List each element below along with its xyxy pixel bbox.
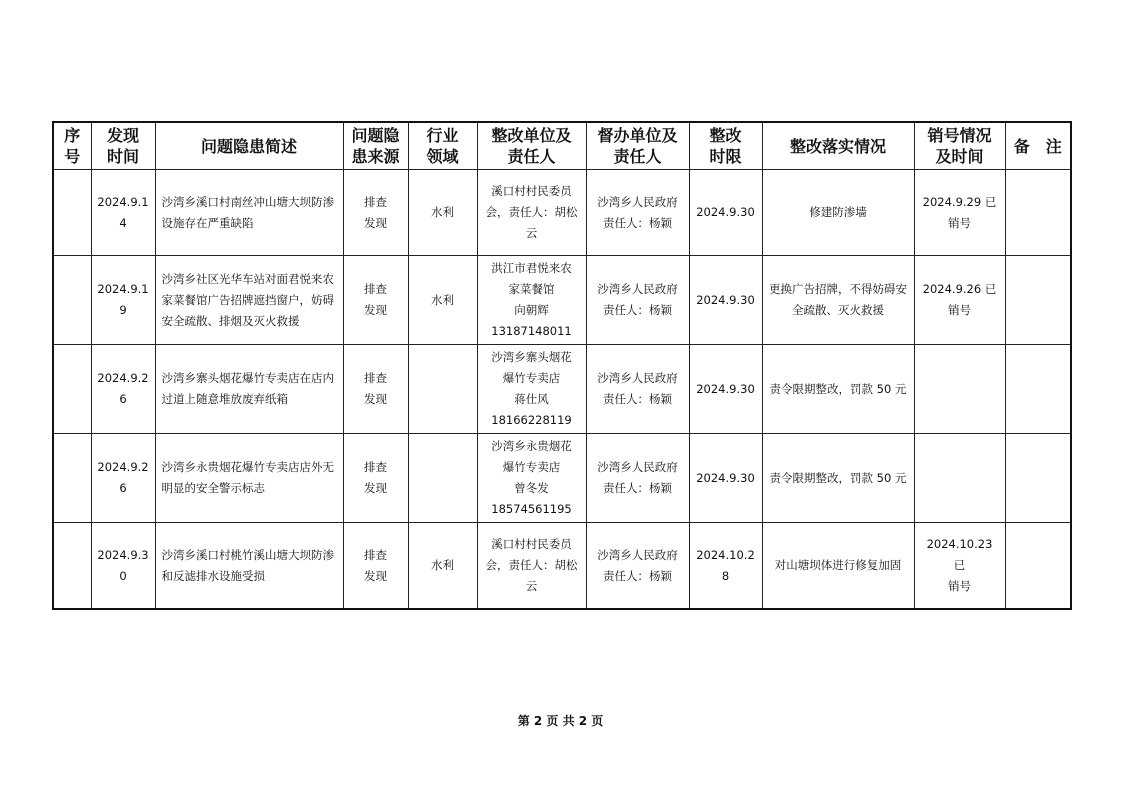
cell-desc: 沙湾乡溪口村南丝冲山塘大坝防渗设施存在严重缺陷	[155, 170, 343, 256]
cell-line: 沙湾乡人民政府	[597, 547, 678, 562]
cell-line: 2024.9.30	[696, 381, 755, 396]
cell-line: 蒋仕风	[514, 392, 549, 406]
cell-deadline	[689, 434, 762, 523]
cell-closed	[914, 256, 1005, 345]
cell-deadline	[689, 345, 762, 434]
cell-domain	[408, 345, 477, 434]
column-header-found	[91, 122, 155, 170]
cell-line: 9	[119, 303, 127, 317]
cell-status: 责令限期整改，罚款 50 元	[762, 434, 914, 523]
cell-line: 销号	[948, 579, 971, 593]
cell-line: 沙湾乡人民政府	[597, 460, 678, 474]
hazard-table-container	[52, 121, 1070, 610]
cell-line: 家菜餐馆	[508, 282, 555, 296]
cell-seq	[53, 256, 91, 345]
cell-line: 2024.10.2	[696, 547, 755, 562]
cell-line: 2024.9.30	[696, 470, 755, 485]
column-header-line: 责任人	[613, 147, 662, 166]
column-header-line: 整改单位及	[491, 126, 572, 145]
cell-source	[343, 434, 408, 523]
cell-desc: 沙湾乡社区光华车站对面君悦来农家菜餐馆广告招牌遮挡窗户，妨碍安全疏散、排烟及灭火救援	[155, 256, 343, 345]
cell-line: 2024.9.1	[97, 194, 149, 209]
cell-found	[91, 170, 155, 256]
cell-closed	[914, 434, 1005, 523]
column-header-line: 问题隐患简述	[200, 136, 297, 156]
cell-line: 2024.9.2	[97, 460, 149, 474]
cell-line: 溪口村村民委员	[491, 537, 572, 551]
table-row	[53, 256, 1071, 345]
column-header-line: 整改落实情况	[789, 136, 886, 156]
cell-seq	[53, 345, 91, 434]
cell-found	[91, 523, 155, 610]
cell-line: 2024.10.23 已	[926, 537, 993, 572]
column-header-closed	[914, 122, 1005, 170]
column-header-source	[343, 122, 408, 170]
cell-closed	[914, 523, 1005, 610]
cell-line: 18166228119	[491, 413, 572, 427]
cell-line: 排查	[364, 371, 387, 385]
cell-line: 责任人：杨颖	[603, 215, 672, 230]
cell-line: 排查	[364, 460, 387, 474]
cell-line: 2024.9.1	[97, 282, 149, 296]
cell-line: 6	[119, 481, 127, 495]
cell-desc: 沙湾乡溪口村桃竹溪山塘大坝防渗和反滤排水设施受损	[155, 523, 343, 610]
cell-line: 发现	[364, 481, 387, 495]
column-header-domain	[408, 122, 477, 170]
cell-line: 发现	[364, 392, 387, 406]
cell-line: 沙湾乡人民政府	[597, 282, 678, 296]
cell-closed	[914, 345, 1005, 434]
cell-line: 排查	[364, 282, 387, 296]
column-header-line: 责任人	[507, 147, 556, 166]
cell-closed	[914, 170, 1005, 256]
cell-domain: 水利	[408, 523, 477, 610]
column-header-deadline	[689, 122, 762, 170]
cell-source	[343, 523, 408, 610]
cell-status: 责令限期整改，罚款 50 元	[762, 345, 914, 434]
cell-line: 爆竹专卖店	[502, 371, 561, 385]
cell-deadline	[689, 523, 762, 610]
column-header-line: 患来源	[351, 147, 400, 166]
column-header-supervisor	[586, 122, 689, 170]
cell-supervisor	[586, 256, 689, 345]
cell-found	[91, 434, 155, 523]
cell-deadline	[689, 170, 762, 256]
cell-line: 排查	[364, 547, 387, 562]
column-header-line: 行业	[426, 126, 459, 145]
cell-desc: 沙湾乡永贵烟花爆竹专卖店店外无明显的安全警示标志	[155, 434, 343, 523]
cell-line: 2024.9.26 已	[922, 282, 997, 296]
cell-line: 8	[721, 568, 730, 583]
cell-line: 排查	[364, 194, 387, 209]
cell-unit	[477, 434, 586, 523]
cell-line: 18574561195	[491, 502, 572, 516]
column-header-line: 销号情况	[927, 126, 992, 145]
column-header-line: 问题隐	[351, 126, 400, 145]
cell-line: 云	[525, 579, 538, 593]
table-row	[53, 434, 1071, 523]
cell-line: 发现	[364, 303, 387, 317]
cell-unit	[477, 523, 586, 610]
column-header-line: 发现	[106, 126, 139, 145]
cell-supervisor	[586, 170, 689, 256]
table-row	[53, 170, 1071, 256]
cell-line: 沙湾乡人民政府	[597, 371, 678, 385]
cell-line: 发现	[364, 215, 387, 230]
cell-line: 6	[119, 392, 127, 406]
cell-line: 4	[119, 215, 127, 230]
cell-line: 2024.9.2	[97, 371, 149, 385]
cell-status: 修建防渗墙	[762, 170, 914, 256]
column-header-status	[762, 122, 914, 170]
cell-seq	[53, 170, 91, 256]
cell-unit	[477, 170, 586, 256]
cell-seq	[53, 523, 91, 610]
cell-line: 洪江市君悦来农	[491, 261, 572, 275]
column-header-desc	[155, 122, 343, 170]
column-header-line: 督办单位及	[597, 126, 678, 145]
column-header-line: 备 注	[1013, 136, 1062, 156]
cell-source	[343, 345, 408, 434]
cell-line: 曾冬发	[514, 481, 549, 495]
cell-line: 会，责任人：胡松	[485, 558, 578, 572]
cell-line: 会，责任人：胡松	[485, 205, 578, 219]
cell-line: 2024.9.29 已	[922, 194, 997, 209]
cell-line: 溪口村村民委员	[491, 184, 572, 198]
table-row	[53, 345, 1071, 434]
cell-domain	[408, 434, 477, 523]
cell-line: 沙湾乡寨头烟花	[491, 350, 572, 364]
cell-unit	[477, 256, 586, 345]
cell-line: 云	[525, 226, 538, 240]
cell-line: 销号	[948, 215, 971, 230]
cell-line: 责任人：杨颖	[603, 392, 672, 406]
column-header-line: 序	[64, 126, 81, 145]
table-header-row	[53, 122, 1071, 170]
column-header-line: 时限	[709, 147, 742, 166]
column-header-line: 时间	[106, 147, 139, 166]
cell-unit	[477, 345, 586, 434]
cell-line: 2024.9.30	[696, 292, 755, 307]
column-header-line: 整改	[709, 126, 742, 145]
cell-line: 发现	[364, 568, 387, 583]
cell-line: 2024.9.30	[696, 205, 755, 219]
cell-notes	[1005, 170, 1071, 256]
cell-line: 2024.9.3	[97, 547, 149, 562]
column-header-seq	[53, 122, 91, 170]
cell-domain: 水利	[408, 170, 477, 256]
cell-desc: 沙湾乡寨头烟花爆竹专卖店在店内过道上随意堆放废弃纸箱	[155, 345, 343, 434]
column-header-line: 号	[64, 147, 81, 166]
cell-line: 沙湾乡永贵烟花	[491, 439, 572, 453]
cell-notes	[1005, 256, 1071, 345]
cell-source	[343, 170, 408, 256]
cell-source	[343, 256, 408, 345]
cell-seq	[53, 434, 91, 523]
cell-line: 销号	[948, 303, 971, 317]
cell-notes	[1005, 345, 1071, 434]
table-body	[53, 170, 1071, 610]
cell-domain: 水利	[408, 256, 477, 345]
cell-line: 责任人：杨颖	[603, 481, 672, 495]
cell-line: 责任人：杨颖	[603, 568, 672, 583]
cell-line: 0	[119, 568, 127, 583]
cell-supervisor	[586, 523, 689, 610]
cell-supervisor	[586, 345, 689, 434]
cell-found	[91, 256, 155, 345]
cell-line: 责任人：杨颖	[603, 303, 672, 317]
cell-supervisor	[586, 434, 689, 523]
cell-deadline	[689, 256, 762, 345]
hazard-table	[52, 121, 1072, 610]
column-header-line: 领域	[426, 147, 459, 166]
cell-status: 对山塘坝体进行修复加固	[762, 523, 914, 610]
page-footer: 第 2 页 共 2 页	[517, 714, 604, 728]
cell-found	[91, 345, 155, 434]
column-header-unit	[477, 122, 586, 170]
cell-status: 更换广告招牌，不得妨碍安全疏散、灭火救援	[762, 256, 914, 345]
cell-line: 13187148011	[491, 324, 572, 338]
column-header-line: 及时间	[935, 147, 984, 166]
cell-notes	[1005, 434, 1071, 523]
table-row	[53, 523, 1071, 610]
column-header-notes	[1005, 122, 1071, 170]
cell-line: 沙湾乡人民政府	[597, 194, 678, 209]
cell-line: 爆竹专卖店	[502, 460, 561, 474]
cell-line: 向朝辉	[514, 303, 549, 317]
cell-notes	[1005, 523, 1071, 610]
